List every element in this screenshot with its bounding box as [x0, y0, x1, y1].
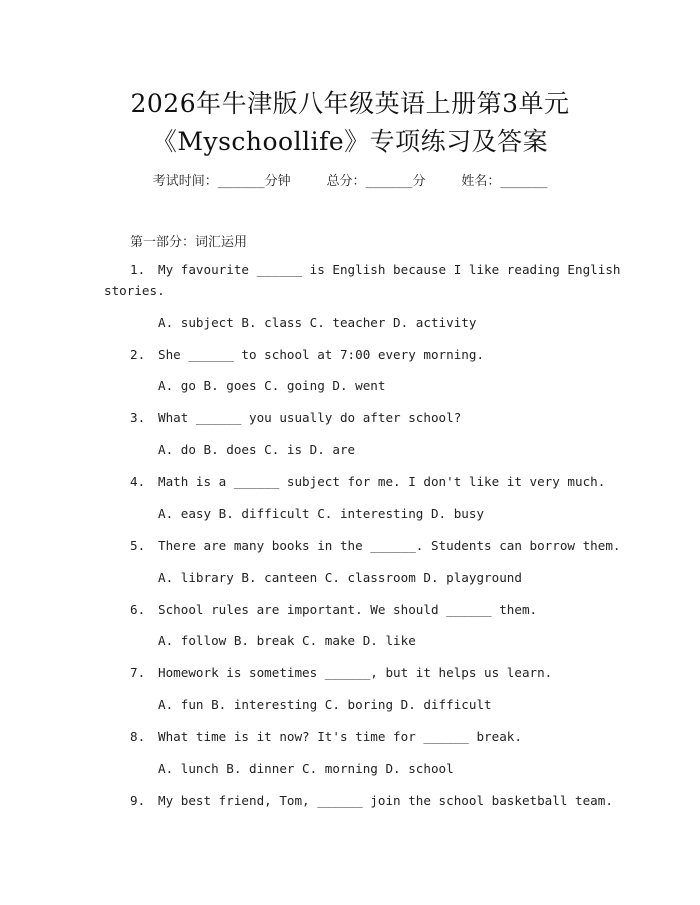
question-2-options: A. go B. goes C. going D. went [158, 378, 386, 393]
question-5 [130, 538, 621, 553]
document-title-line-2: 《Myschoollife》专项练习及答案 [151, 127, 549, 156]
question-3 [130, 410, 461, 425]
total-score-field: 总分：______分 [326, 174, 426, 189]
question-number: 4. [130, 474, 146, 489]
question-5-options: A. library B. canteen C. classroom D. playground [158, 570, 522, 585]
question-number: 7. [130, 665, 146, 680]
question-text: Math is a ______ subject for me. I don't like it very much. [158, 474, 606, 489]
student-name-field: 姓名：______ [461, 174, 548, 189]
question-number: 1. [130, 262, 146, 277]
question-text: What ______ you usually do after school? [158, 410, 462, 425]
question-number: 9. [130, 793, 146, 808]
section-title: 第一部分：词汇运用 [130, 235, 248, 250]
question-3-options: A. do B. does C. is D. are [158, 442, 356, 457]
question-1-continuation: stories. [104, 283, 165, 298]
question-text: School rules are important. We should ______ them. [158, 602, 538, 617]
exam-time-field: 考试时间：______分钟 [152, 174, 291, 189]
question-6 [130, 602, 537, 617]
question-9 [130, 793, 613, 808]
question-text: My favourite ______ is English because I like reading English [158, 262, 621, 277]
question-4 [130, 474, 605, 489]
question-4-options: A. easy B. difficult C. interesting D. busy [158, 506, 485, 521]
question-text: Homework is sometimes ______, but it helps us learn. [158, 665, 553, 680]
question-6-options: A. follow B. break C. make D. like [158, 633, 416, 648]
exam-info-row [0, 170, 700, 189]
question-number: 5. [130, 538, 146, 553]
question-7-options: A. fun B. interesting C. boring D. difficult [158, 697, 492, 712]
question-number: 6. [130, 602, 146, 617]
question-number: 8. [130, 729, 146, 744]
question-8-options: A. lunch B. dinner C. morning D. school [158, 761, 454, 776]
question-text: My best friend, Tom, ______ join the school basketball team. [158, 793, 613, 808]
question-2 [130, 347, 484, 362]
question-7 [130, 665, 552, 680]
question-number: 2. [130, 347, 146, 362]
question-8 [130, 729, 522, 744]
question-1-options: A. subject B. class C. teacher D. activity [158, 315, 477, 330]
question-text: There are many books in the ______. Students can borrow them. [158, 538, 621, 553]
document-title-line-1: 2026年牛津版八年级英语上册第3单元 [130, 89, 570, 118]
question-number: 3. [130, 410, 146, 425]
question-text: What time is it now? It's time for ______ break. [158, 729, 522, 744]
question-1 [130, 262, 621, 277]
question-text: She ______ to school at 7:00 every morning. [158, 347, 485, 362]
